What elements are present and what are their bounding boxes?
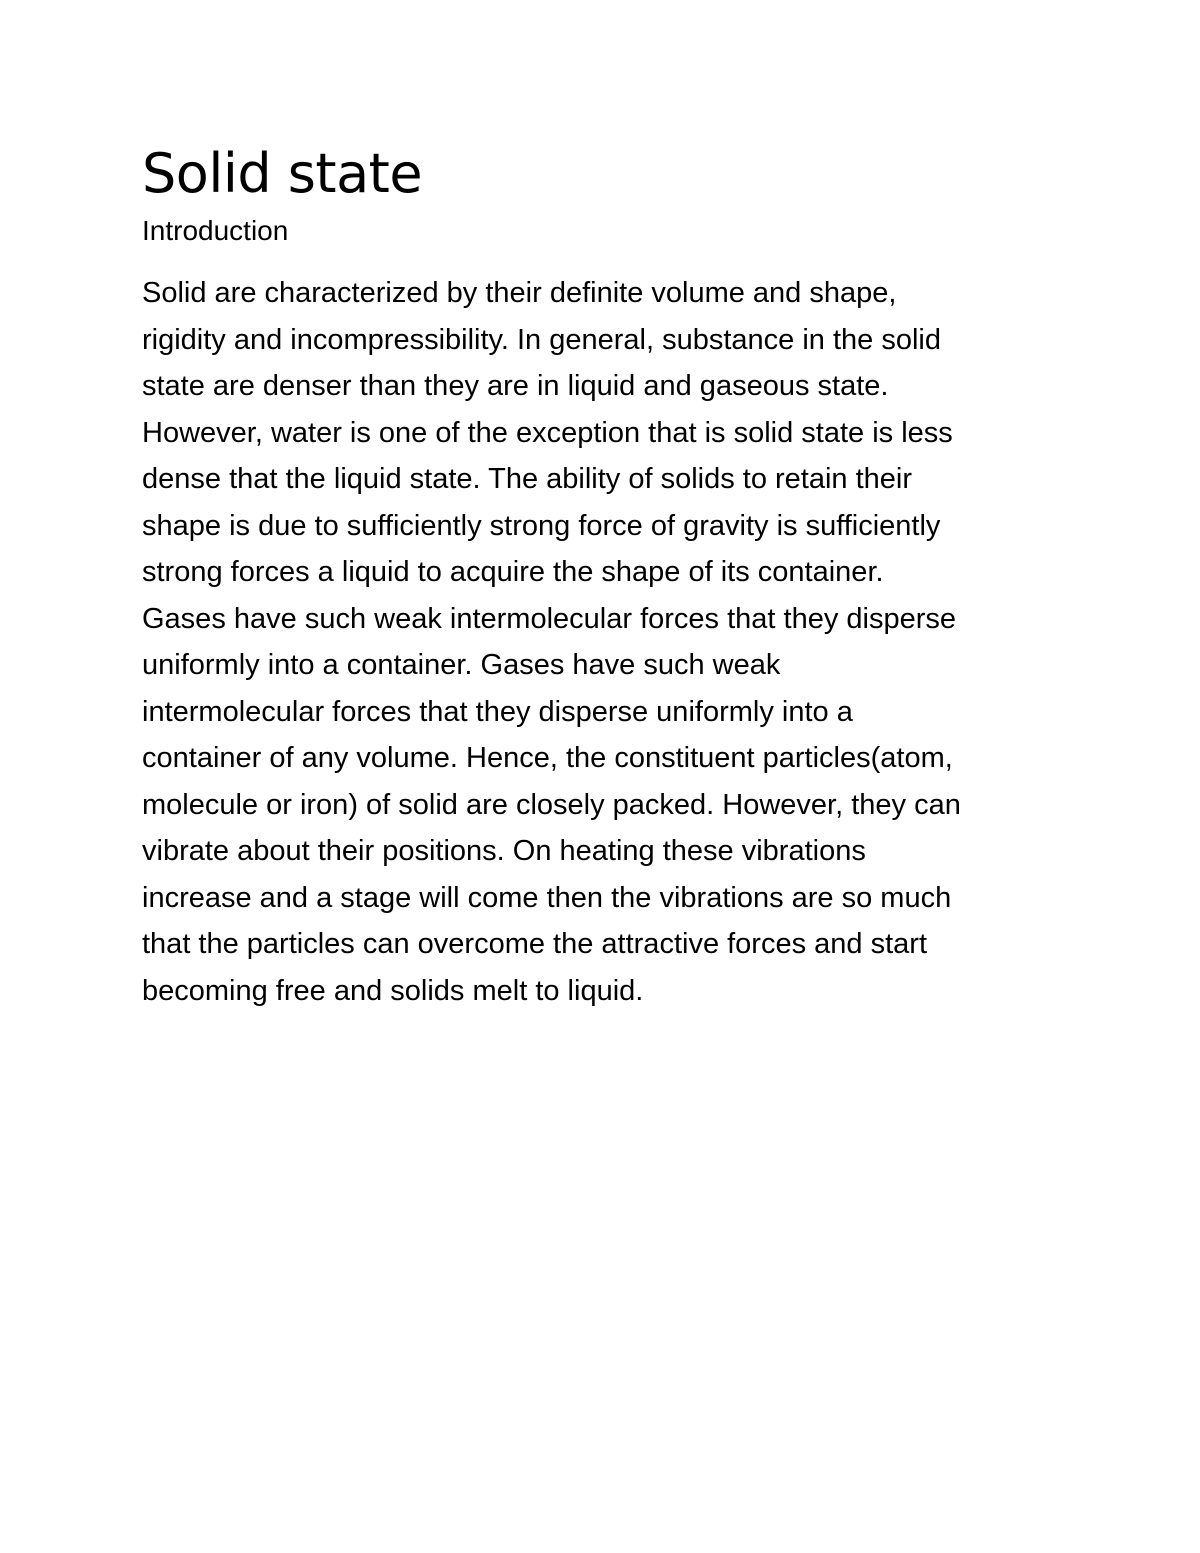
body-line: increase and a stage will come then the vibrations are so much bbox=[142, 881, 952, 914]
body-line: molecule or iron) of solid are closely packed. However, they can bbox=[142, 788, 961, 821]
document-body bbox=[142, 270, 1072, 1014]
body-line: Solid are characterized by their definite volume and shape, bbox=[142, 277, 897, 309]
body-line: uniformly into a container. Gases have such weak bbox=[142, 649, 781, 681]
body-line: that the particles can overcome the attractive forces and start bbox=[142, 928, 927, 960]
body-line: strong forces a liquid to acquire the shape of its container. bbox=[142, 556, 884, 588]
document-title: Solid state bbox=[142, 142, 423, 205]
body-line: rigidity and incompressibility. In general, substance in the solid bbox=[142, 323, 941, 356]
body-line: vibrate about their positions. On heating these vibrations bbox=[142, 835, 866, 867]
document-subtitle: Introduction bbox=[142, 215, 289, 246]
body-line: becoming free and solids melt to liquid. bbox=[142, 974, 644, 1007]
body-line: container of any volume. Hence, the constituent particles(atom, bbox=[142, 742, 953, 774]
body-line: shape is due to sufficiently strong force of gravity is sufficiently bbox=[142, 509, 941, 542]
body-line: However, water is one of the exception that is solid state is less bbox=[142, 416, 953, 449]
body-line: state are denser than they are in liquid and gaseous state. bbox=[142, 370, 889, 402]
body-line: Gases have such weak intermolecular forces that they disperse bbox=[142, 602, 957, 635]
body-line: dense that the liquid state. The ability of solids to retain their bbox=[142, 463, 913, 495]
body-line: intermolecular forces that they disperse uniformly into a bbox=[142, 695, 853, 728]
document-content bbox=[142, 138, 1072, 1014]
